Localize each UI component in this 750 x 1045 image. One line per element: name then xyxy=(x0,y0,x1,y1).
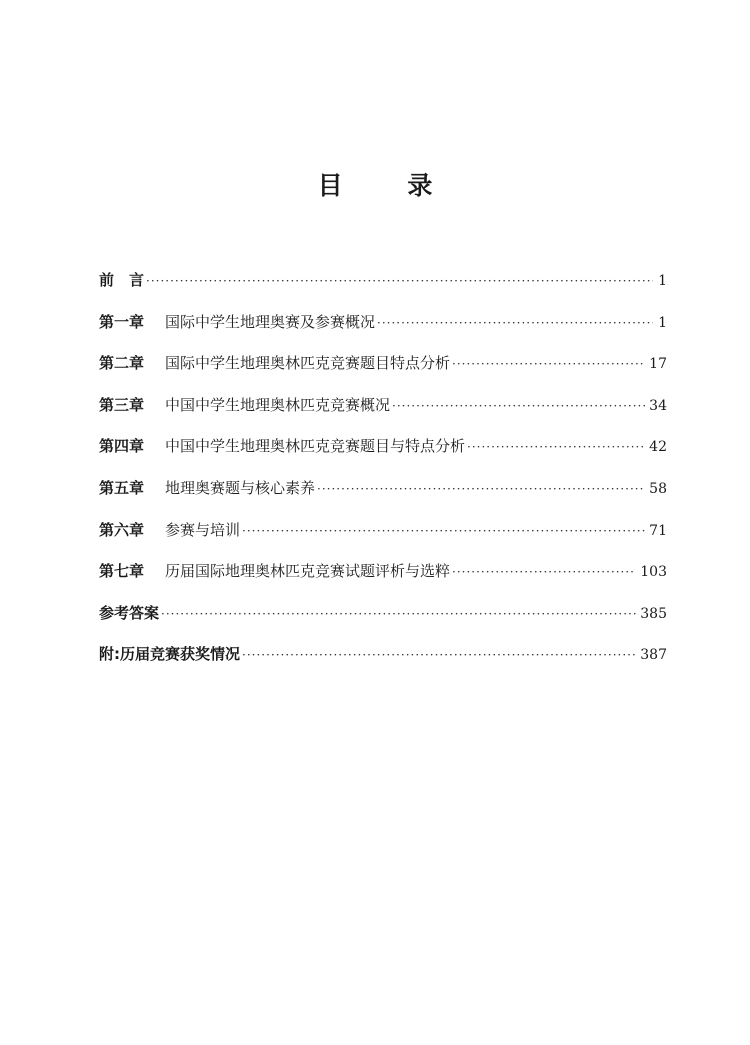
toc-page-number: 42 xyxy=(649,439,667,456)
toc-chapter-label: 第五章 xyxy=(99,478,145,497)
toc-page-number: 385 xyxy=(640,605,667,622)
toc-page-number: 34 xyxy=(649,397,667,414)
toc-entry-title: 中国中学生地理奥林匹克竞赛题目与特点分析 xyxy=(165,437,466,456)
toc-chapter-label: 第七章 xyxy=(99,562,145,581)
toc-chapter-label: 第六章 xyxy=(99,520,145,539)
toc-entry-title: 中国中学生地理奥林匹克竞赛概况 xyxy=(165,395,391,414)
toc-chapter-label: 第三章 xyxy=(99,395,145,414)
toc-dot-leader xyxy=(146,269,653,293)
toc-page-number: 103 xyxy=(640,564,667,581)
toc-dot-leader xyxy=(452,560,636,584)
toc-dot-leader xyxy=(392,394,645,418)
toc-entry-title: 参赛与培训 xyxy=(165,520,241,539)
toc-page-number: 17 xyxy=(649,356,667,373)
toc-entry-appendix[interactable] xyxy=(99,642,667,684)
toc-entry-title: 国际中学生地理奥赛及参赛概况 xyxy=(165,312,376,331)
toc-entry-title: 地理奥赛题与核心素养 xyxy=(165,478,316,497)
toc-entry-preface[interactable] xyxy=(99,268,667,310)
toc-entry-chapter-3[interactable] xyxy=(99,393,667,435)
toc-chapter-label: 第一章 xyxy=(99,312,145,331)
toc-page-number: 1 xyxy=(658,273,667,289)
toc-dot-leader xyxy=(161,602,636,626)
toc-entry-chapter-7[interactable] xyxy=(99,559,667,601)
toc-dot-leader xyxy=(377,311,653,335)
toc-page-number: 387 xyxy=(640,647,667,664)
toc-chapter-label: 第二章 xyxy=(99,354,145,373)
toc-entry-title: 历届国际地理奥林匹克竞赛试题评析与选粹 xyxy=(165,562,451,581)
toc-dot-leader xyxy=(317,477,645,501)
toc-entry-title: 国际中学生地理奥林匹克竞赛题目特点分析 xyxy=(165,354,451,373)
toc-entry-chapter-4[interactable] xyxy=(99,434,667,476)
toc-dot-leader xyxy=(242,643,636,667)
toc-page-number: 1 xyxy=(658,314,667,331)
toc-entry-chapter-5[interactable] xyxy=(99,476,667,518)
toc-chapter-label: 前 言 xyxy=(99,271,145,289)
page-title: 目 录 xyxy=(317,171,461,200)
toc-chapter-label: 第四章 xyxy=(99,437,145,456)
toc-entry-chapter-1[interactable] xyxy=(99,310,667,352)
toc-dot-leader xyxy=(242,519,645,543)
toc-entry-chapter-2[interactable] xyxy=(99,351,667,393)
toc-page-number: 71 xyxy=(649,522,667,539)
toc-chapter-label: 参考答案 xyxy=(99,603,160,622)
toc-entry-chapter-6[interactable] xyxy=(99,518,667,560)
toc-page-number: 58 xyxy=(649,480,667,497)
table-of-contents xyxy=(99,268,667,684)
toc-chapter-label: 附:历届竞赛获奖情况 xyxy=(99,645,240,664)
toc-dot-leader xyxy=(467,435,645,459)
toc-dot-leader xyxy=(452,352,645,376)
toc-entry-answers[interactable] xyxy=(99,601,667,643)
